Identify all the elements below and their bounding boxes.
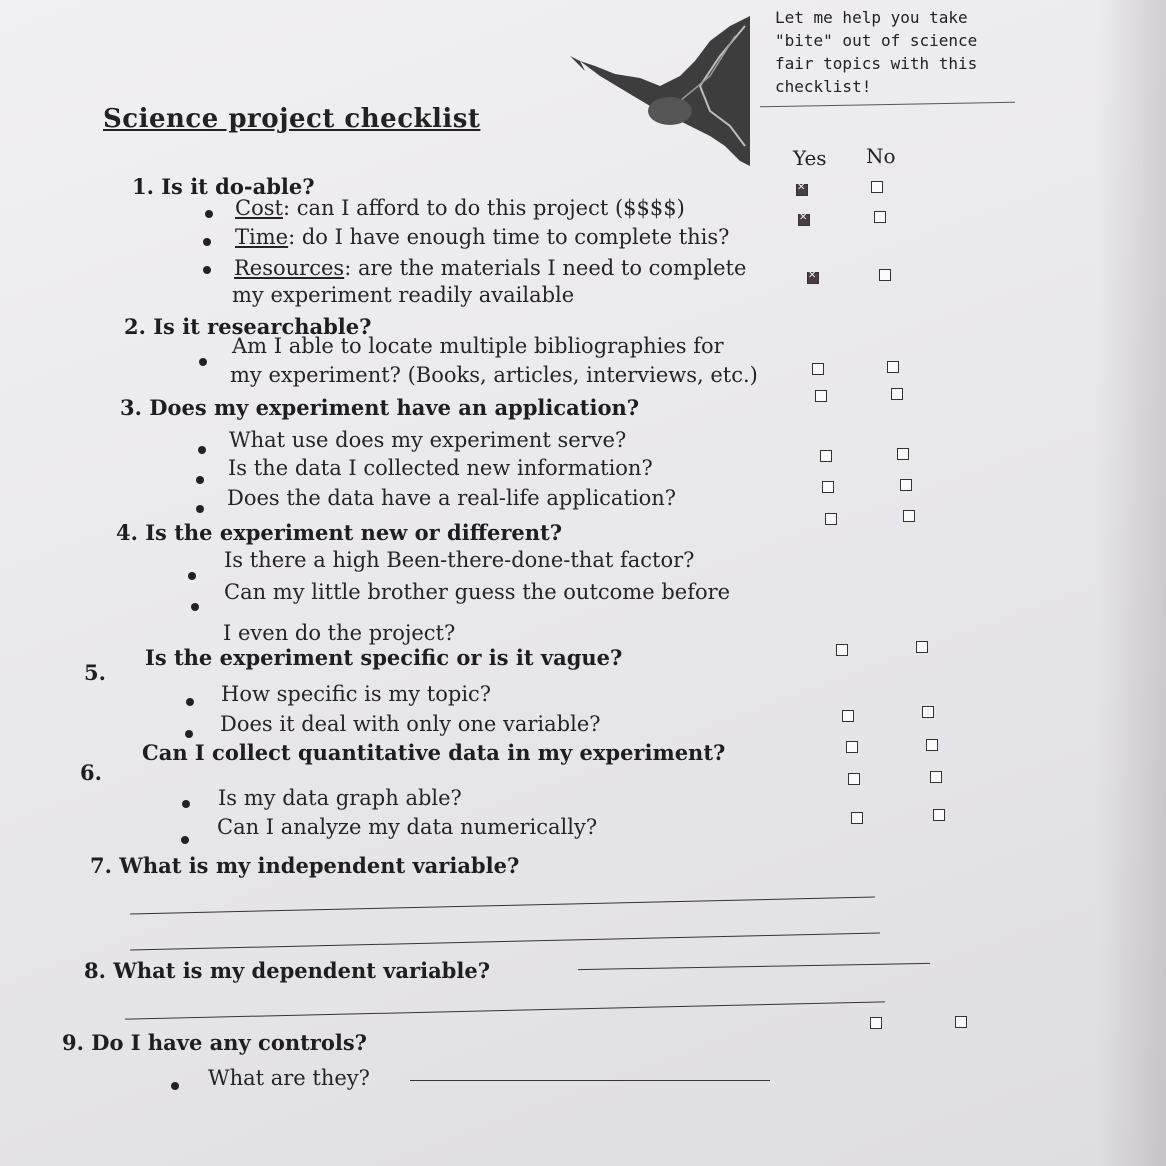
- q3-b3-yes-checkbox[interactable]: [822, 481, 834, 493]
- time-text: : do I have enough time to complete this?: [288, 225, 730, 249]
- q1-resources-line: [234, 256, 746, 280]
- q1-time-yes-checkbox[interactable]: [798, 214, 810, 226]
- q4-bullet-2: Can my little brother guess the outcome before: [224, 580, 731, 604]
- q2-bullet-1-cont: my experiment? (Books, articles, interviews, etc.): [230, 363, 758, 387]
- question-7: 7. What is my independent variable?: [90, 853, 520, 878]
- q6-no-checkbox[interactable]: [926, 739, 938, 751]
- q5-b2-yes-checkbox[interactable]: [842, 710, 854, 722]
- q5-yes-checkbox[interactable]: [836, 644, 848, 656]
- q6-bullet-2: Can I analyze my data numerically?: [217, 815, 598, 839]
- bullet: [181, 836, 189, 844]
- bullet: [188, 572, 196, 580]
- q3-no-checkbox[interactable]: [891, 388, 903, 400]
- question-5: Is the experiment specific or is it vague?: [145, 645, 623, 670]
- question-9: 9. Do I have any controls?: [62, 1030, 367, 1055]
- q1-resources-line-2: my experiment readily available: [232, 283, 575, 307]
- question-1: 1. Is it do-able?: [132, 174, 315, 199]
- resources-label: Resources: [234, 256, 345, 280]
- q9-no-checkbox[interactable]: [955, 1016, 967, 1028]
- q6-b1-yes-checkbox[interactable]: [848, 773, 860, 785]
- q1-time-no-checkbox[interactable]: [874, 211, 886, 223]
- q6-yes-checkbox[interactable]: [846, 741, 858, 753]
- bullet: [191, 603, 199, 611]
- q1-time-line: [235, 225, 729, 249]
- q2-yes-checkbox[interactable]: [812, 363, 824, 375]
- bullet: [186, 698, 194, 706]
- q5-no-checkbox[interactable]: [916, 641, 928, 653]
- q5-bullet-1: How specific is my topic?: [221, 682, 492, 706]
- page-edge-shadow: [1096, 0, 1166, 1166]
- question-2: 2. Is it researchable?: [124, 314, 372, 339]
- resources-text: : are the materials I need to complete: [344, 256, 747, 280]
- q1-cost-yes-checkbox[interactable]: [796, 184, 808, 196]
- bat-illustration: [560, 16, 760, 166]
- time-label: Time: [235, 225, 289, 249]
- bubble-line-4: checklist!: [775, 77, 872, 96]
- q1-cost-line: [235, 196, 685, 220]
- bullet: [196, 476, 204, 484]
- bubble-line-2: "bite" out of science: [775, 31, 978, 50]
- q3-b3-no-checkbox[interactable]: [900, 479, 912, 491]
- q1-resources-no-checkbox[interactable]: [879, 269, 891, 281]
- bullet: [203, 238, 211, 246]
- q3-yes-checkbox[interactable]: [815, 390, 827, 402]
- bullet: [205, 210, 213, 218]
- bullet: [199, 358, 207, 366]
- question-6: Can I collect quantitative data in my experiment?: [142, 740, 726, 765]
- answer-line: [410, 1080, 770, 1081]
- q9-yes-checkbox[interactable]: [870, 1017, 882, 1029]
- cost-text: : can I afford to do this project ($$$$): [282, 196, 685, 220]
- cost-label: Cost: [235, 196, 283, 220]
- q4-bullet-2-cont: I even do the project?: [223, 621, 456, 645]
- q5-bullet-2: Does it deal with only one variable?: [220, 712, 601, 736]
- q1-resources-yes-checkbox[interactable]: [807, 272, 819, 284]
- question-6-number: 6.: [80, 760, 102, 785]
- bullet: [203, 266, 211, 274]
- question-4: 4. Is the experiment new or different?: [116, 520, 563, 545]
- q6-b2-no-checkbox[interactable]: [933, 809, 945, 821]
- q4-no-checkbox[interactable]: [903, 510, 915, 522]
- question-5-number: 5.: [84, 660, 106, 685]
- q4-yes-checkbox[interactable]: [825, 513, 837, 525]
- bullet: [182, 800, 190, 808]
- q2-no-checkbox[interactable]: [887, 361, 899, 373]
- bullet: [198, 446, 206, 454]
- q1-cost-no-checkbox[interactable]: [871, 181, 883, 193]
- bullet: [196, 505, 204, 513]
- q4-bullet-1: Is there a high Been-there-done-that factor?: [224, 548, 695, 572]
- question-3: 3. Does my experiment have an application?: [120, 395, 640, 420]
- page-title: Science project checklist: [103, 104, 481, 134]
- q3-b2-yes-checkbox[interactable]: [820, 450, 832, 462]
- speech-bubble: [775, 6, 1015, 98]
- q6-b2-yes-checkbox[interactable]: [851, 812, 863, 824]
- yes-column-header: Yes: [793, 146, 827, 170]
- question-8: 8. What is my dependent variable?: [84, 958, 491, 983]
- no-column-header: No: [866, 144, 896, 168]
- bullet: [171, 1082, 179, 1090]
- q3-bullet-3: Does the data have a real-life application?: [227, 486, 677, 510]
- q6-b1-no-checkbox[interactable]: [930, 771, 942, 783]
- q5-b2-no-checkbox[interactable]: [922, 706, 934, 718]
- q6-bullet-1: Is my data graph able?: [218, 786, 462, 810]
- bubble-line-1: Let me help you take: [775, 8, 968, 27]
- q2-bullet-1: Am I able to locate multiple bibliographies for: [232, 334, 724, 358]
- q3-bullet-2: Is the data I collected new information?: [228, 456, 653, 480]
- q9-bullet-1: What are they?: [208, 1066, 370, 1090]
- q3-bullet-1: What use does my experiment serve?: [229, 428, 627, 452]
- q3-b2-no-checkbox[interactable]: [897, 448, 909, 460]
- bullet: [185, 730, 193, 738]
- bubble-line-3: fair topics with this: [775, 54, 978, 73]
